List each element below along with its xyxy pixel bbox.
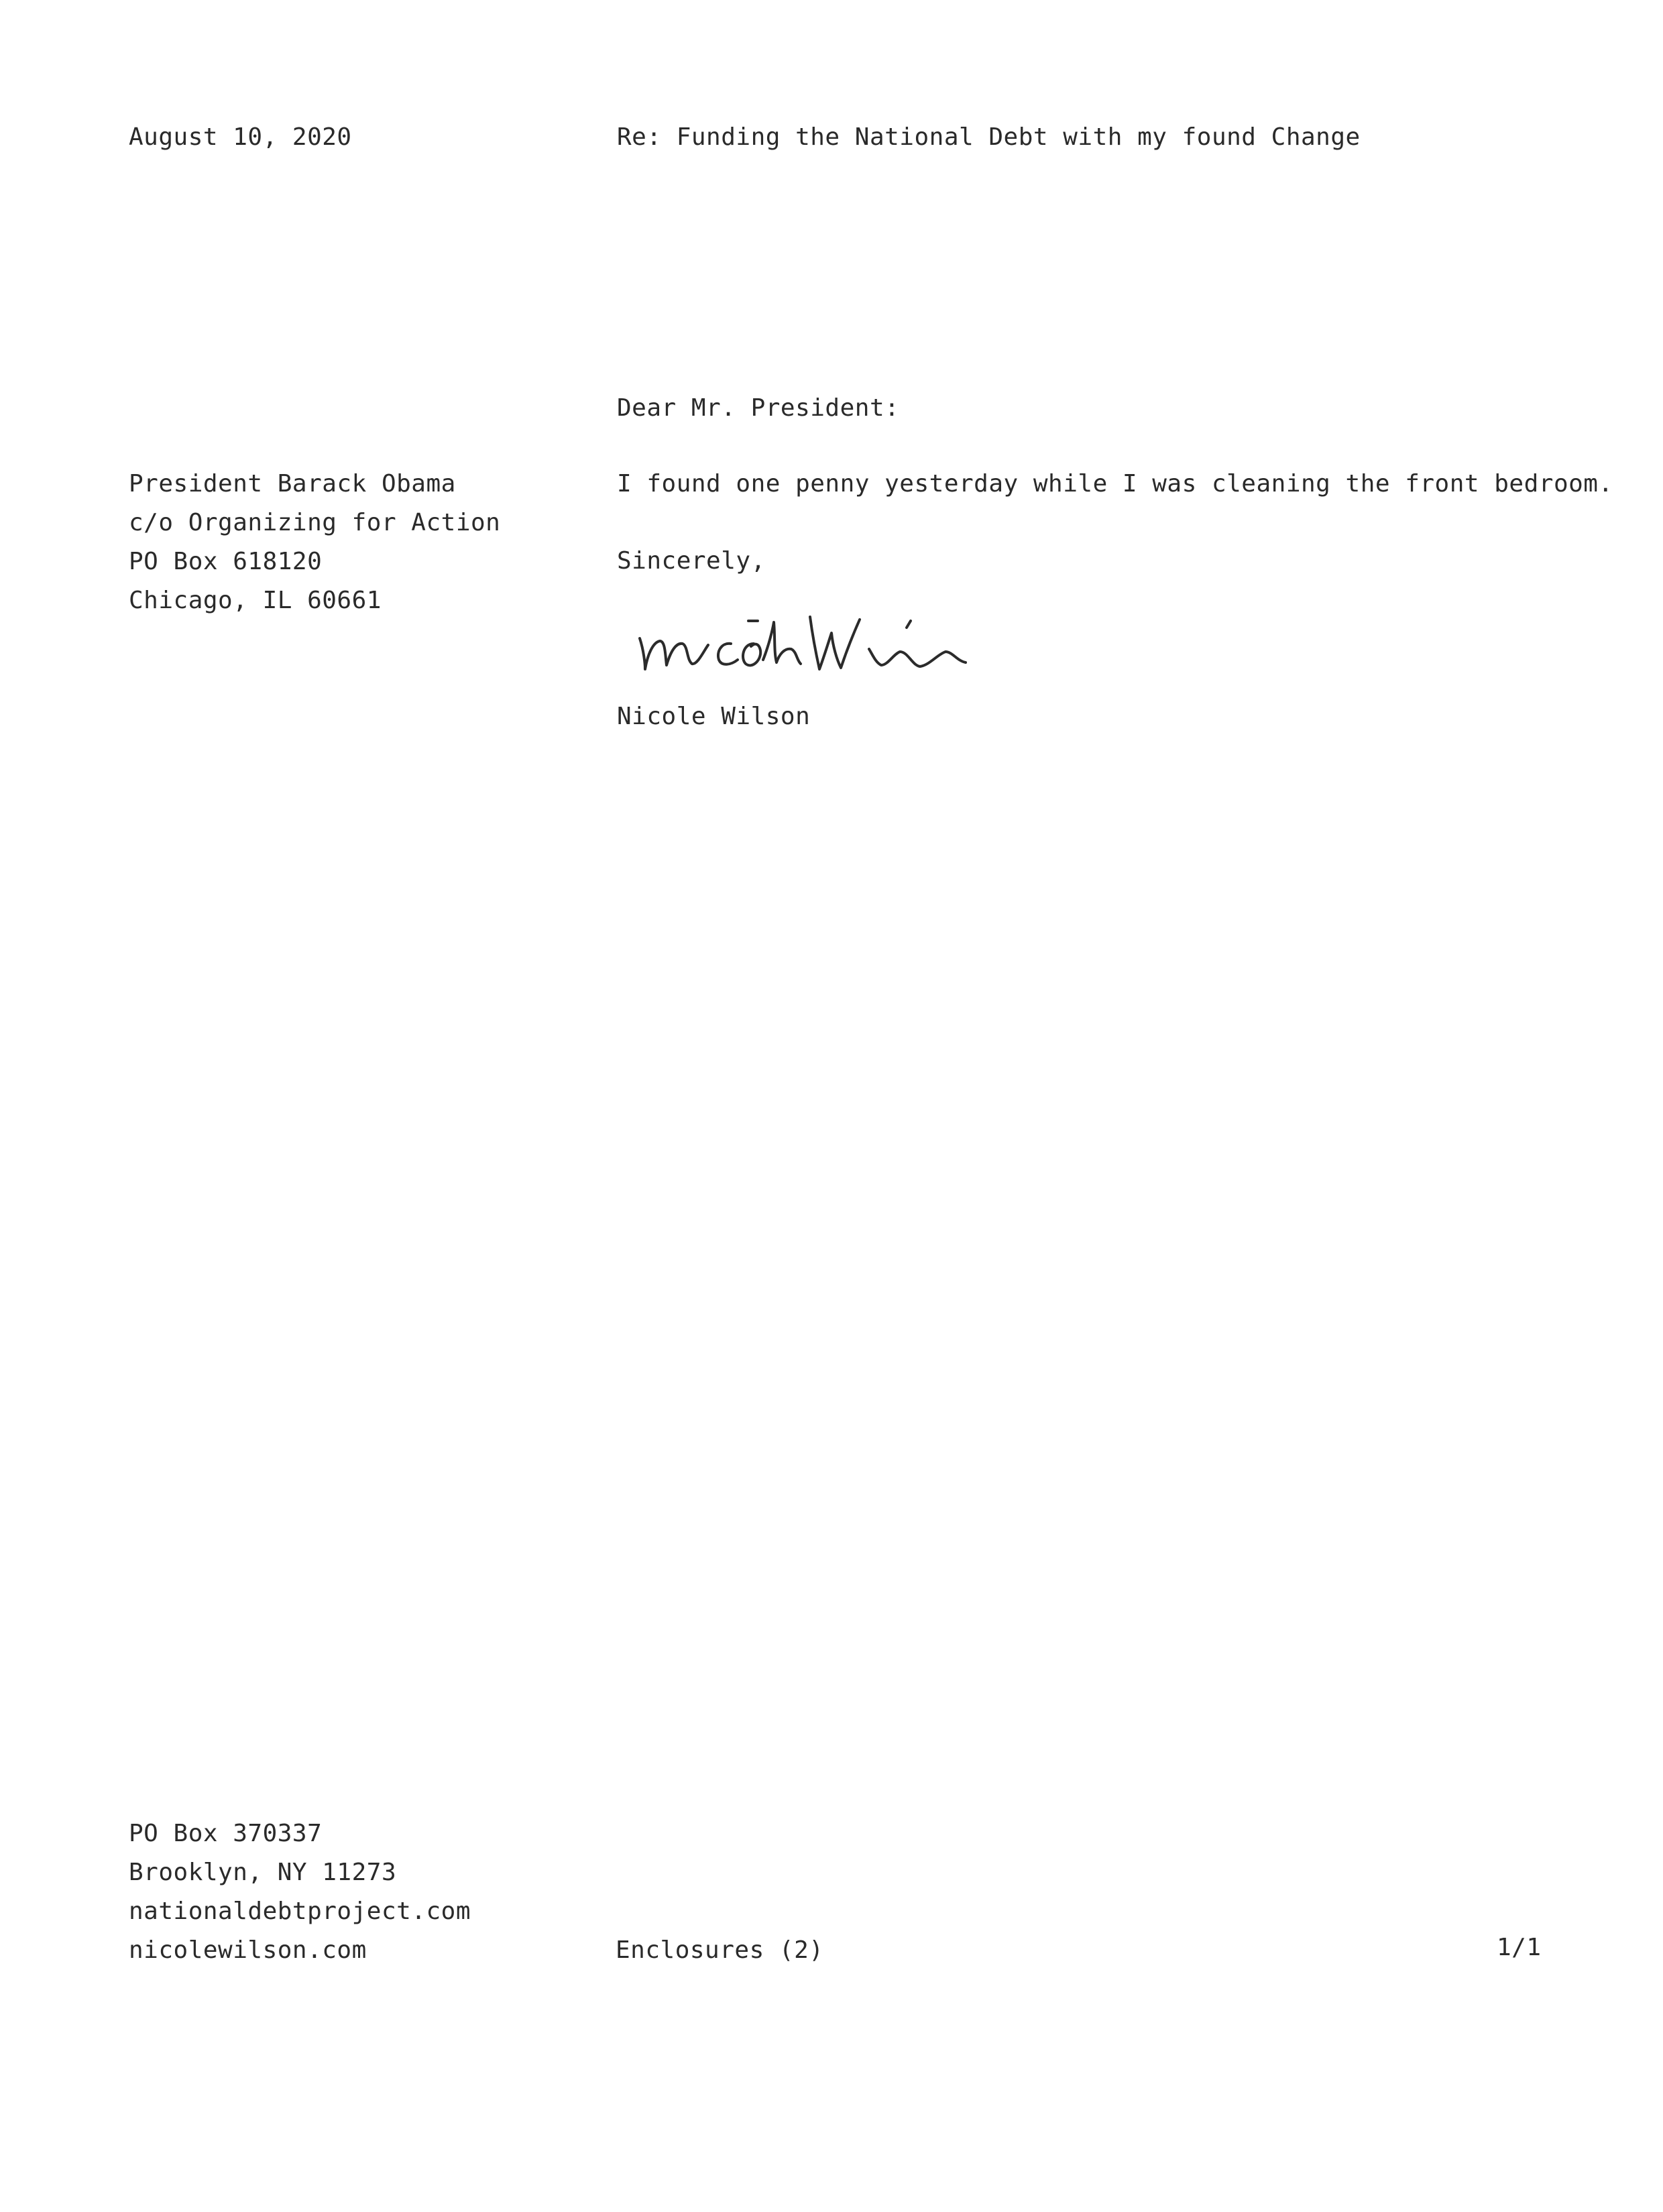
enclosures-note: Enclosures (2) xyxy=(616,1936,824,1964)
sender-address xyxy=(129,1814,471,1970)
recipient-line: c/o Organizing for Action xyxy=(129,509,501,536)
closing: Sincerely, xyxy=(617,547,766,575)
letter-subject: Re: Funding the National Debt with my found Change xyxy=(617,123,1361,151)
letter-body-text: I found one penny yesterday while I was cleaning the front bedroom. xyxy=(617,470,1613,498)
sender-line: nicolewilson.com xyxy=(129,1936,367,1964)
signer-name: Nicole Wilson xyxy=(617,703,811,730)
handwritten-signature-icon xyxy=(630,590,979,691)
letter-date: August 10, 2020 xyxy=(129,123,352,151)
sender-line: PO Box 370337 xyxy=(129,1820,323,1847)
salutation: Dear Mr. President: xyxy=(617,394,900,422)
sender-line: nationaldebtproject.com xyxy=(129,1898,471,1925)
recipient-line: President Barack Obama xyxy=(129,470,456,498)
recipient-line: Chicago, IL 60661 xyxy=(129,587,382,614)
page-number: 1/1 xyxy=(1497,1934,1542,1961)
recipient-address xyxy=(129,465,500,620)
sender-line: Brooklyn, NY 11273 xyxy=(129,1859,397,1886)
recipient-line: PO Box 618120 xyxy=(129,548,323,575)
